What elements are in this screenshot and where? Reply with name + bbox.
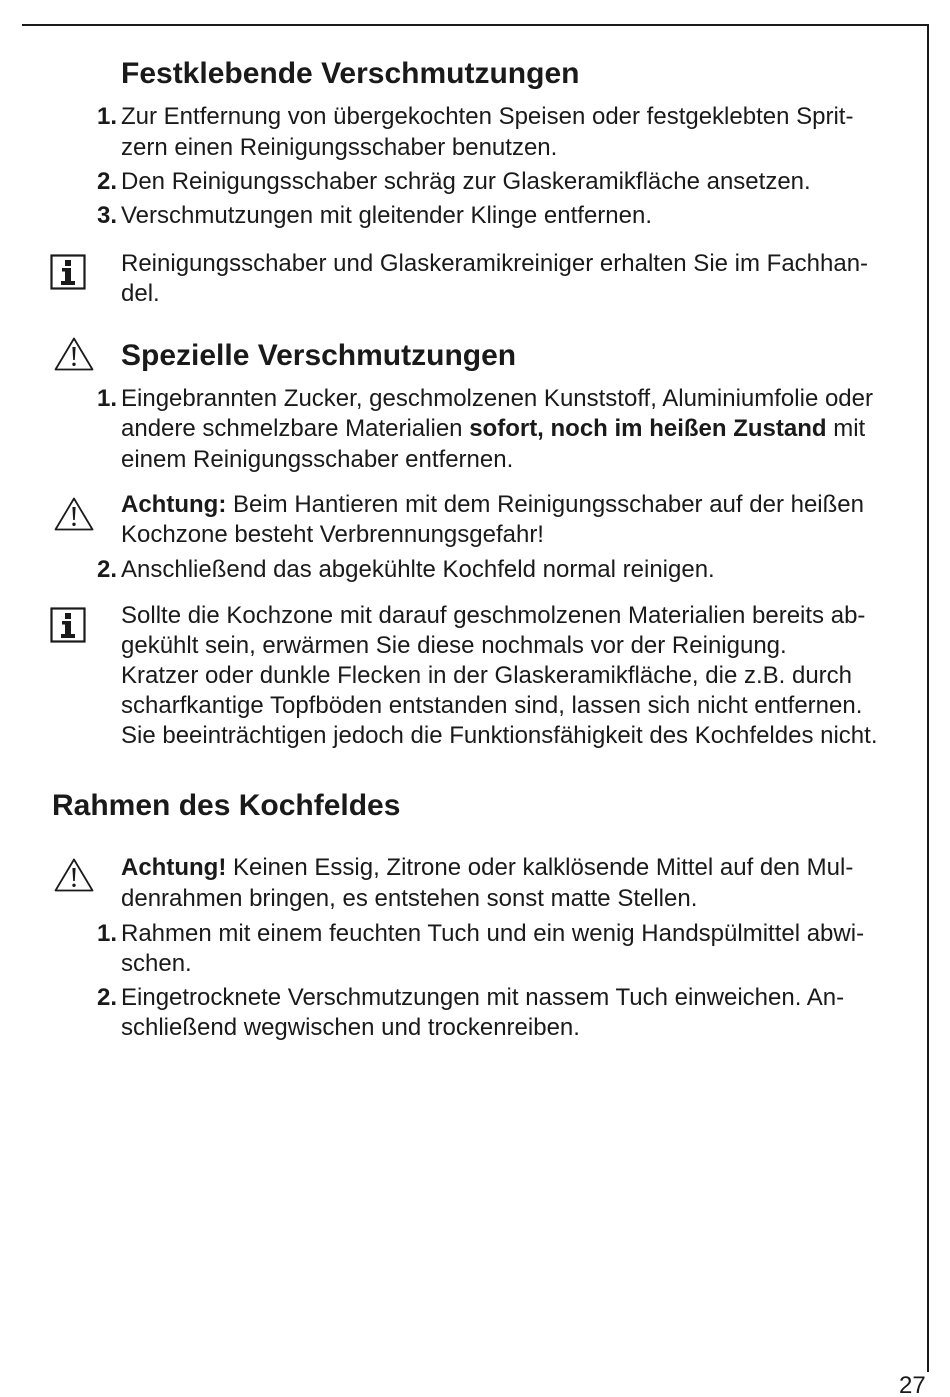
note-text: Sie beeinträchtigen jedoch die Funktionsfähigkeit des Kochfeldes nicht. [121, 722, 878, 749]
step-text: Eingetrocknete Verschmutzungen mit nassem Tuch einweichen. An- [121, 984, 845, 1011]
top-rule [22, 24, 929, 26]
step-text: Den Reinigungsschaber schräg zur Glaskeramikfläche ansetzen. [121, 168, 811, 195]
info-icon [50, 607, 86, 643]
step-text-line [121, 414, 865, 444]
step-number: 3. [97, 202, 118, 229]
warning-icon [53, 857, 95, 893]
step-text: Zur Entfernung von übergekochten Speisen oder festgeklebten Sprit- [121, 103, 854, 130]
note-text: Kratzer oder dunkle Flecken in der Glaskeramikfläche, die z.B. durch [121, 662, 853, 689]
note-text: Reinigungsschaber und Glaskeramikreiniger erhalten Sie im Fachhan- [121, 250, 869, 277]
step-text: einem Reinigungsschaber entfernen. [121, 446, 514, 473]
step-text: mit [833, 415, 866, 442]
warning-text: Beim Hantieren mit dem Reinigungsschaber auf der heißen [232, 491, 864, 518]
section-heading: Festklebende Verschmutzungen [121, 57, 580, 90]
warning-icon [53, 496, 95, 532]
step-number: 2. [97, 556, 118, 583]
step-text: Rahmen mit einem feuchten Tuch und ein wenig Handspülmittel abwi- [121, 920, 865, 947]
note-text: gekühlt sein, erwärmen Sie diese nochmals vor der Reinigung. [121, 632, 787, 659]
section-heading: Rahmen des Kochfeldes [52, 789, 401, 822]
step-text: Verschmutzungen mit gleitender Klinge entfernen. [121, 202, 652, 229]
step-text: zern einen Reinigungsschaber benutzen. [121, 134, 558, 161]
step-number: 2. [97, 984, 118, 1011]
warning-text-line [121, 853, 853, 883]
step-text: Eingebrannten Zucker, geschmolzenen Kunststoff, Aluminiumfolie oder [121, 385, 873, 412]
section-heading: Spezielle Verschmutzungen [121, 339, 517, 372]
step-text: schen. [121, 950, 192, 977]
warning-label: Achtung! [121, 854, 227, 881]
step-text: Anschließend das abgekühlte Kochfeld normal reinigen. [121, 556, 715, 583]
warning-text: Keinen Essig, Zitrone oder kalklösende Mittel auf den Mul- [232, 854, 854, 881]
step-number: 1. [97, 385, 118, 412]
warning-text-line [121, 490, 864, 520]
step-text: andere schmelzbare Materialien [121, 415, 463, 442]
note-text: scharfkantige Topfböden entstanden sind, lassen sich nicht entfernen. [121, 692, 863, 719]
step-text: schließend wegwischen und trockenreiben. [121, 1014, 580, 1041]
right-rule [927, 24, 929, 1372]
step-number: 2. [97, 168, 118, 195]
step-number: 1. [97, 920, 118, 947]
warning-text: denrahmen bringen, es entstehen sonst matte Stellen. [121, 885, 698, 912]
step-number: 1. [97, 103, 118, 130]
warning-text: Kochzone besteht Verbrennungsgefahr! [121, 521, 544, 548]
warning-label: Achtung: [121, 491, 227, 518]
emphasis-text: sofort, noch im heißen Zustand [469, 415, 827, 442]
warning-icon [53, 336, 95, 372]
note-text: Sollte die Kochzone mit darauf geschmolzenen Materialien bereits ab- [121, 602, 866, 629]
page-number: 27 [899, 1372, 926, 1397]
note-text: del. [121, 280, 160, 307]
info-icon [50, 254, 86, 290]
